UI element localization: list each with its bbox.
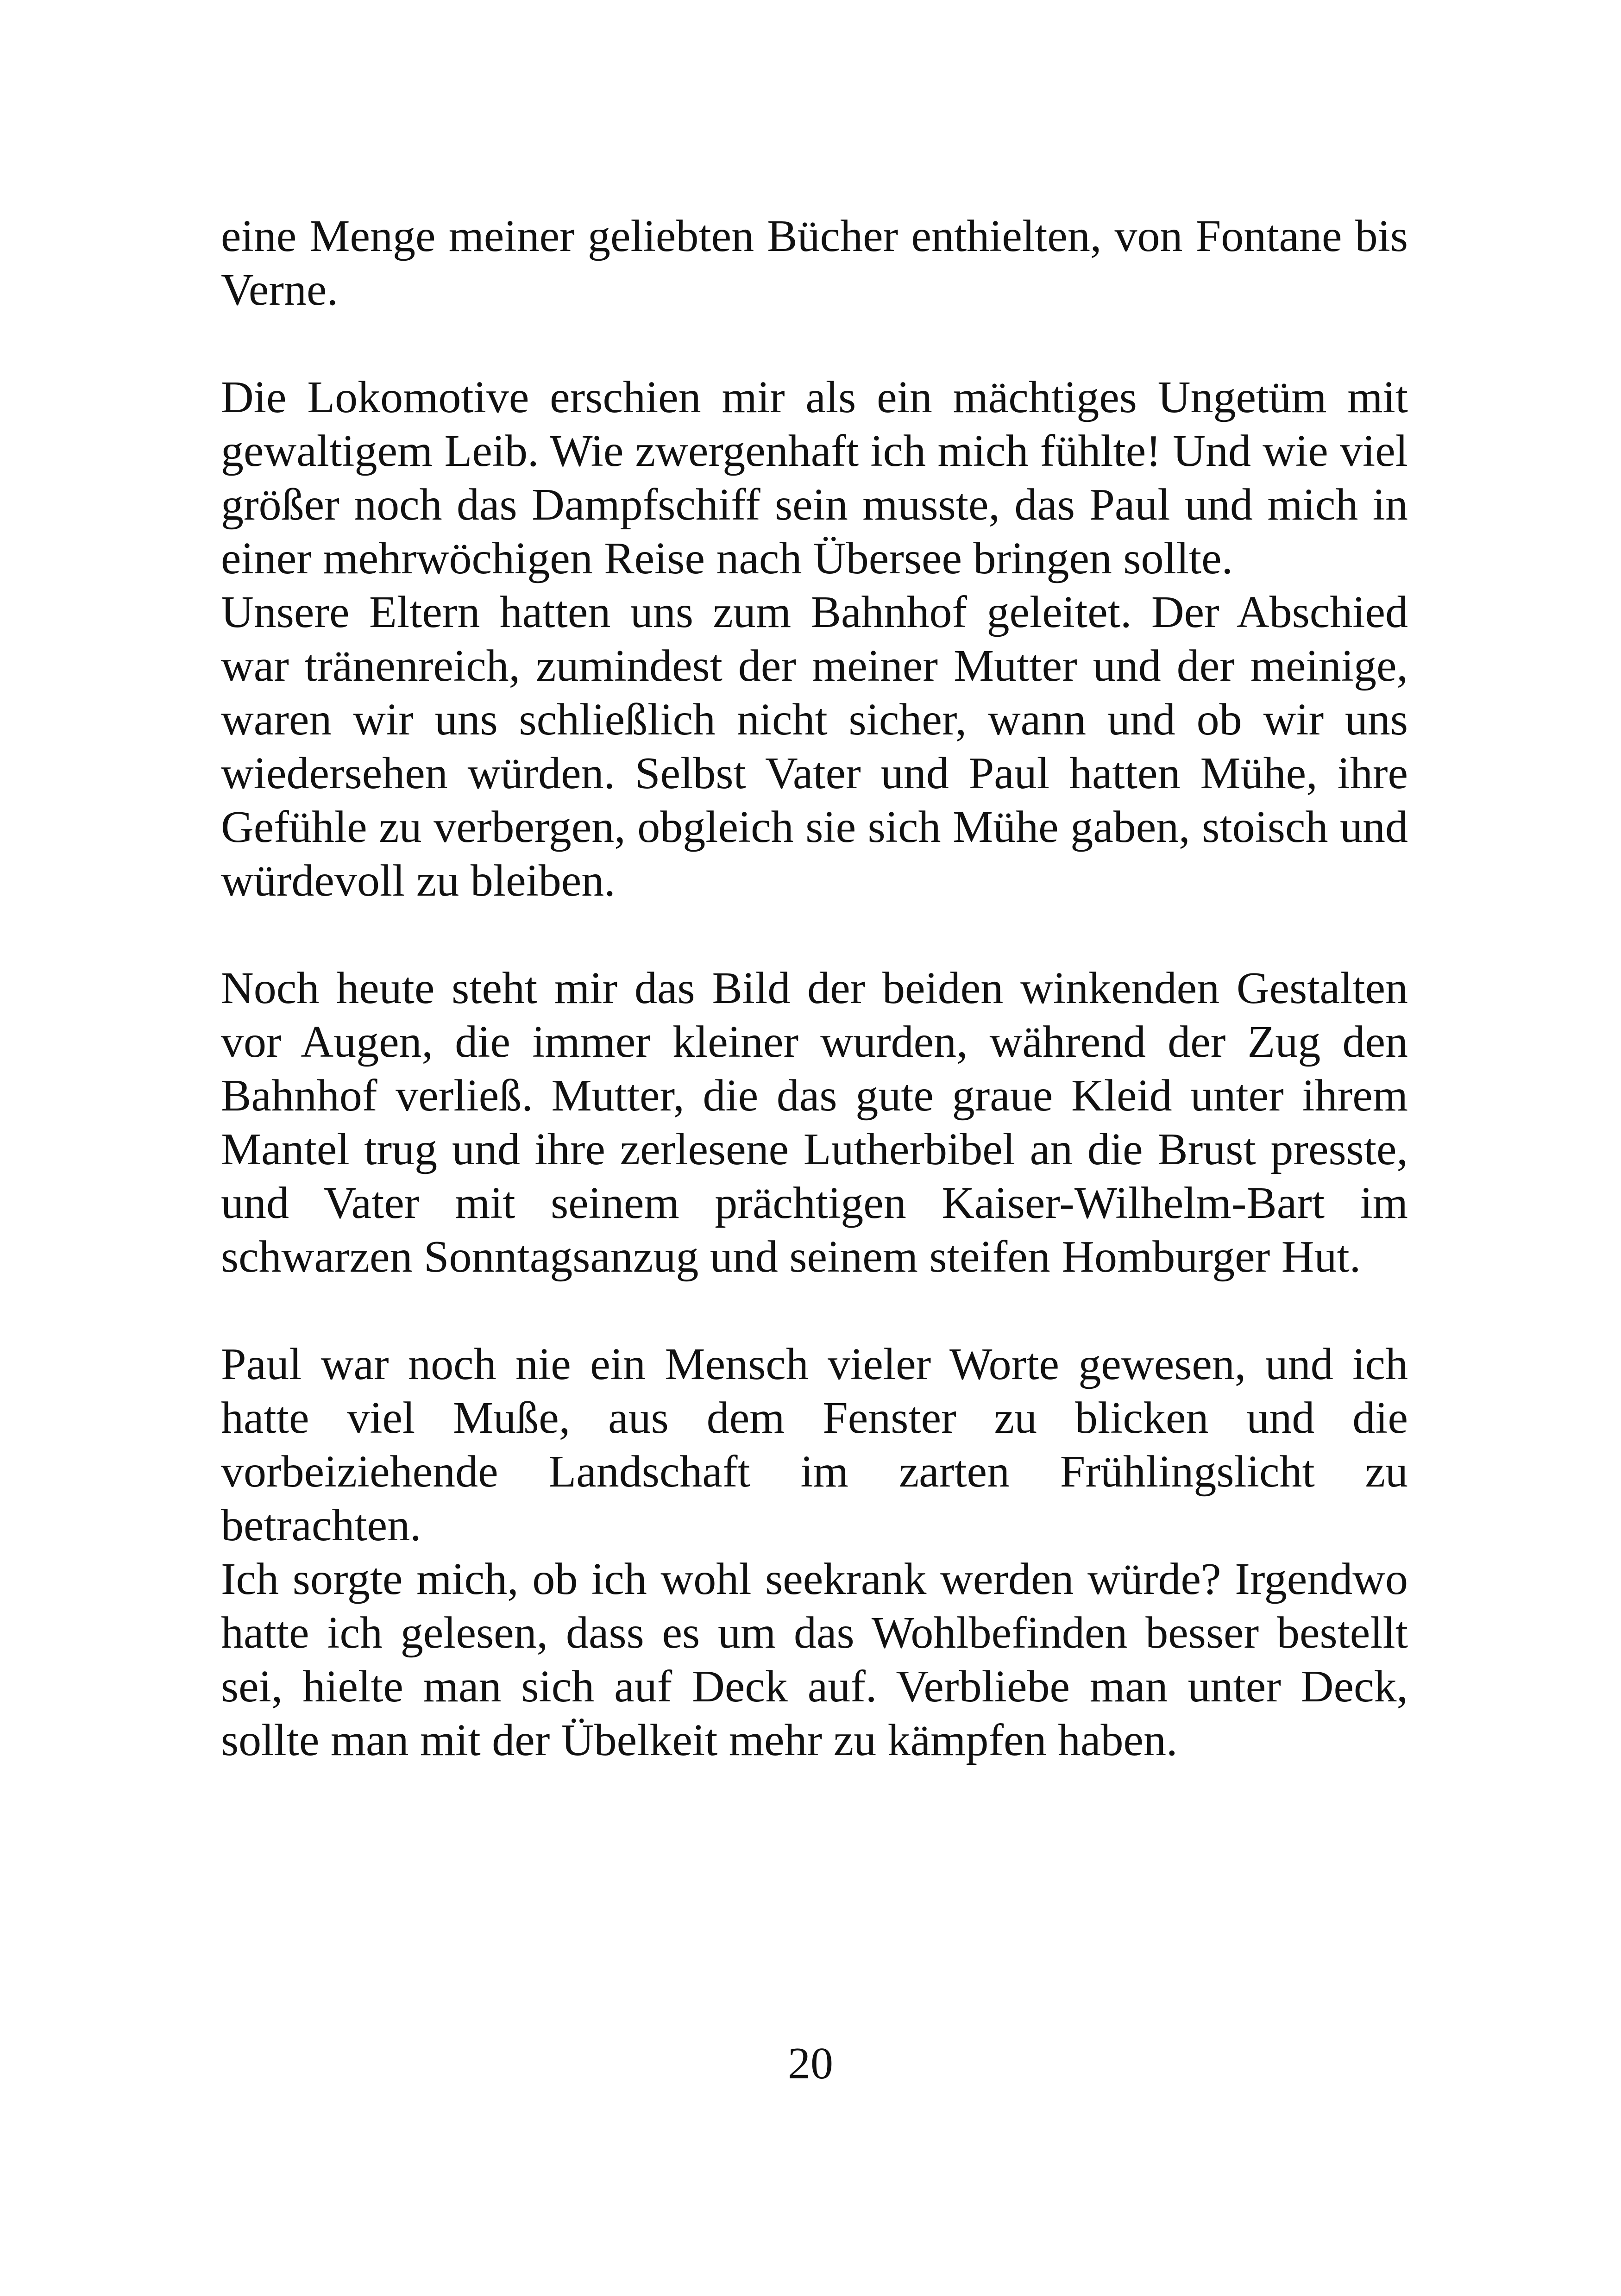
paragraph-landscape: Paul war noch nie ein Mensch vieler Worte gewesen, und ich hatte viel Muße, aus dem Fenster zu blicken und die vorbeiziehende Landschaft im zarten Frühlingslicht zu betrachten. xyxy=(221,1339,1408,1550)
paragraph-gap xyxy=(221,908,1408,961)
paragraph-books: eine Menge meiner geliebten Bücher enthielten, von Fontane bis Verne. xyxy=(221,211,1408,315)
body-text xyxy=(221,209,1408,1767)
paragraph-gap xyxy=(221,317,1408,370)
paragraph-locomotive: Die Lokomotive erschien mir als ein mächtiges Ungetüm mit gewaltigem Leib. Wie zwergenhaft ich mich fühlte! Und wie viel größer noch das Dampfschiff sein musste, das Paul und mich in einer mehrwöchigen Reise nach Übersee bringen sollte. xyxy=(221,372,1408,583)
paragraph-seasickness: Ich sorgte mich, ob ich wohl seekrank werden würde? Irgendwo hatte ich gelesen, dass es um das Wohlbefinden besser bestellt sei, hielte man sich auf Deck auf. Verbliebe man unter Deck, sollte man mit der Übelkeit mehr zu kämpfen haben. xyxy=(221,1554,1408,1765)
paragraph-gap xyxy=(221,1284,1408,1337)
page-number: 20 xyxy=(788,2039,833,2089)
paragraph-farewell: Unsere Eltern hatten uns zum Bahnhof geleitet. Der Abschied war tränenreich, zumindest der meiner Mutter und der meinige, waren wir uns schließlich nicht sicher, wann und ob wir uns wiedersehen würden. Selbst Vater und Paul hatten Mühe, ihre Gefühle zu verbergen, obgleich sie sich Mühe gaben, stoisch und würdevoll zu bleiben. xyxy=(221,587,1408,906)
paragraph-waving-parents: Noch heute steht mir das Bild der beiden winkenden Gestalten vor Augen, die immer kleiner wurden, während der Zug den Bahnhof verließ. Mutter, die das gute graue Kleid unter ihrem Mantel trug und ihre zerlesene Lutherbibel an die Brust presste, und Vater mit seinem prächtigen Kaiser-Wilhelm-Bart im schwarzen Sonntagsanzug und seinem steifen Homburger Hut. xyxy=(221,963,1408,1282)
